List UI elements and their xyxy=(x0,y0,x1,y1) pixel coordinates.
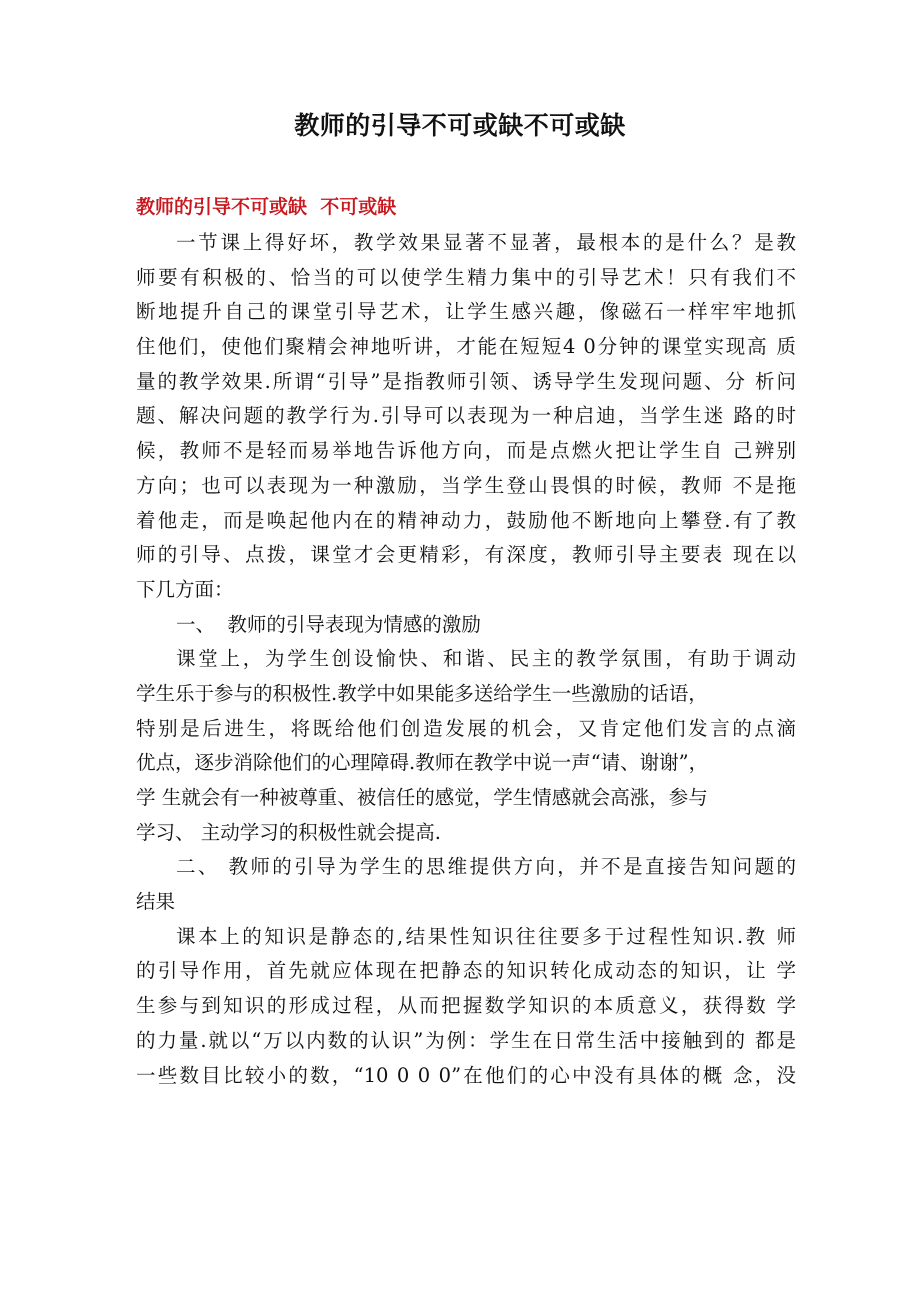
body-line: 结果 xyxy=(136,890,176,914)
body-line: 一些数目比较小的数，“10 0 0 0”在他们的心中没有具体的概 念，没 xyxy=(136,1063,796,1087)
document-title: 教师的引导不可或缺不可或缺 xyxy=(294,111,626,140)
body-line: 方向；也可以表现为一种激励，当学生登山畏惧的时候，教师 不是拖 xyxy=(136,473,796,497)
body-line: 学生乐于参与的积极性.教学中如果能多送给学生一些激励的话语， xyxy=(136,681,708,705)
body-line: 断地提升自己的课堂引导艺术，让学生感兴趣，像磁石一样牢牢地抓 xyxy=(136,300,796,324)
body-line: 量的教学效果.所谓“引导”是指教师引领、诱导学生发现问题、分 析问 xyxy=(136,369,796,393)
body-line: 二、 教师的引导为学生的思维提供方向，并不是直接告知问题的 xyxy=(176,855,796,879)
body-line: 课堂上，为学生创设愉快、和谐、民主的教学氛围，有助于调动 xyxy=(176,647,796,671)
body-line: 的力量.就以“万以内数的认识”为例：学生在日常生活中接触到的 都是 xyxy=(136,1028,796,1052)
body-line: 着他走，而是唤起他内在的精神动力，鼓励他不断地向上攀登.有了教 xyxy=(136,508,796,532)
body-line: 候，教师不是轻而易举地告诉他方向，而是点燃火把让学生自 己辨别 xyxy=(136,439,796,463)
body-line: 优点，逐步消除他们的心理障碍.教师在教学中说一声“请、谢谢”， xyxy=(136,751,709,775)
body-line: 生参与到知识的形成过程，从而把握数学知识的本质意义，获得数 学 xyxy=(136,994,796,1018)
document-body xyxy=(136,226,796,1093)
body-line: 一节课上得好坏，教学效果显著不显著，最根本的是什么？是教 xyxy=(176,231,796,254)
body-line: 学习、 主动学习的积极性就会提高. xyxy=(136,820,441,844)
body-line: 题、解决问题的教学行为.引导可以表现为一种启迪，当学生迷 路的时 xyxy=(136,404,796,428)
body-line: 下几方面： xyxy=(136,577,234,601)
body-line: 学 生就会有一种被尊重、被信任的感觉，学生情感就会高涨，参与 xyxy=(136,786,708,809)
body-line: 师的引导、点拨，课堂才会更精彩，有深度，教师引导主要表 现在以 xyxy=(136,543,796,567)
document-subheading: 教师的引导不可或缺 不可或缺 xyxy=(136,196,397,218)
body-line: 课本上的知识是静态的,结果性知识往往要多于过程性知识.教 师 xyxy=(176,924,796,948)
body-line: 师要有积极的、恰当的可以使学生精力集中的引导艺术！只有我们不 xyxy=(136,265,796,289)
body-line: 住他们，使他们聚精会神地听讲，才能在短短4 0分钟的课堂实现高 质 xyxy=(136,335,796,359)
body-line: 一、 教师的引导表现为情感的激励 xyxy=(176,612,481,636)
body-line: 的引导作用，首先就应体现在把静态的知识转化成动态的知识，让 学 xyxy=(136,959,796,983)
body-line: 特别是后进生，将既给他们创造发展的机会，又肯定他们发言的点滴 xyxy=(136,716,796,740)
